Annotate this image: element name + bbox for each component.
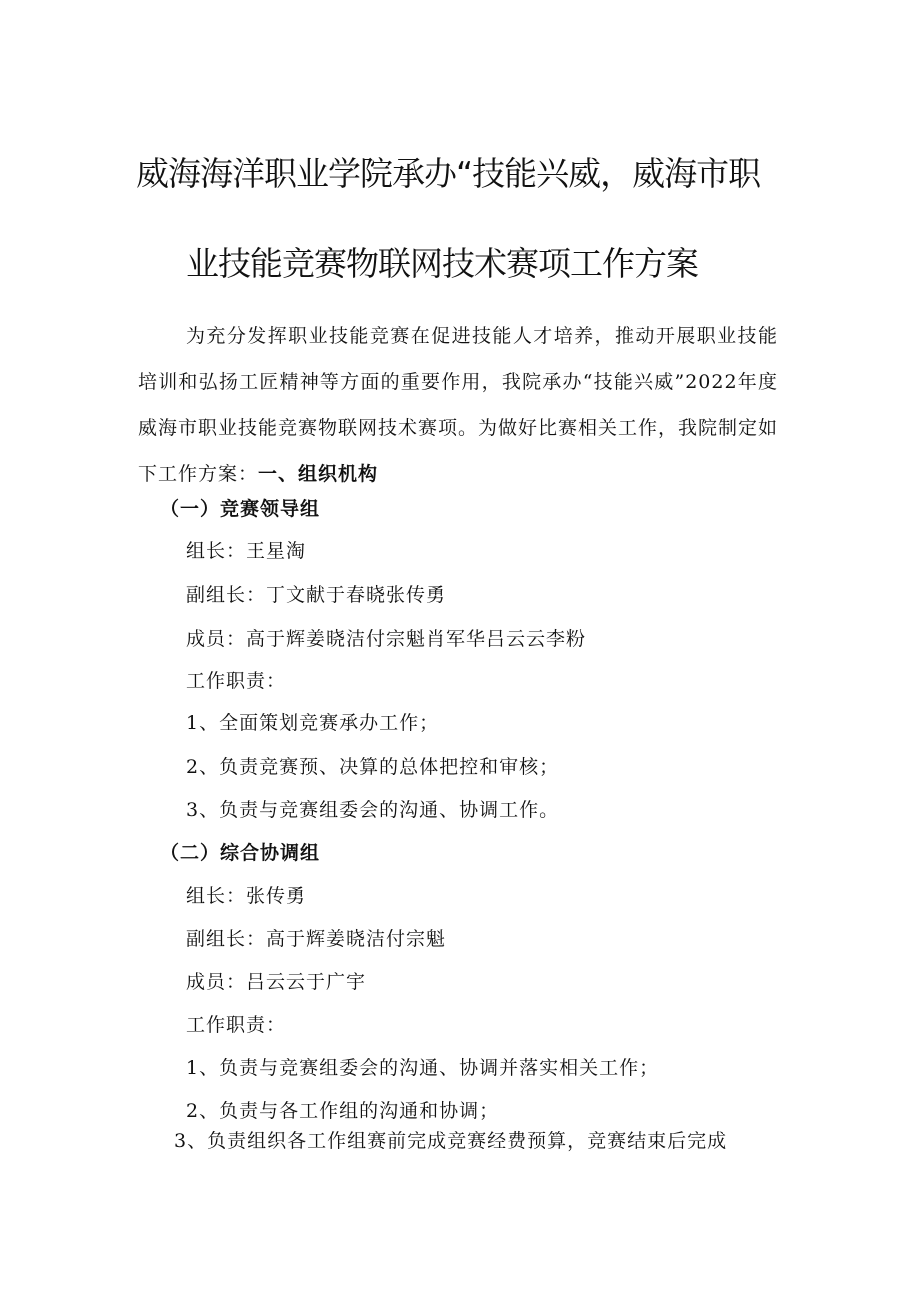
group-members: 成员：吕云云于广宇	[186, 971, 367, 993]
intro-text: 为充分发挥职业技能竞赛在促进技能人才培养，推动开展职业技能培训和弘扬工匠精神等方面的重要作用，我院承办“技能兴威”2022年度威海市职业技能竞赛物联网技术赛项。为做好比赛相关工作，我院制定如下工作方案：	[138, 325, 779, 485]
duty-item: 1、负责与竞赛组委会的沟通、协调并落实相关工作；	[186, 1057, 660, 1079]
group-duties-label: 工作职责：	[186, 670, 287, 692]
duty-item: 3、负责组织各工作组赛前完成竞赛经费预算，竞赛结束后完成	[174, 1130, 728, 1152]
group-leader: 组长：王星淘	[186, 540, 307, 562]
intro-paragraph	[138, 313, 778, 497]
document-title-line-1: 威海海洋职业学院承办“技能兴威，威海市职	[136, 154, 761, 193]
section-heading-organization: 一、组织机构	[258, 463, 379, 485]
group-duties-label: 工作职责：	[186, 1014, 287, 1036]
group-heading-coordination: （二）综合协调组	[160, 842, 321, 864]
duty-item: 1、全面策划竞赛承办工作；	[186, 712, 440, 734]
duty-item: 3、负责与竞赛组委会的沟通、协调工作。	[186, 799, 560, 821]
document-title-line-2: 业技能竞赛物联网技术赛项工作方案	[186, 244, 698, 283]
group-members: 成员：高于辉姜晓洁付宗魁肖军华吕云云李粉	[186, 628, 587, 650]
group-deputy-leaders: 副组长：丁文献于春晓张传勇	[186, 584, 447, 606]
duty-item: 2、负责与各工作组的沟通和协调；	[186, 1100, 500, 1122]
group-deputy-leaders: 副组长：高于辉姜晓洁付宗魁	[186, 928, 447, 950]
group-leader: 组长：张传勇	[186, 885, 307, 907]
duty-item: 2、负责竞赛预、决算的总体把控和审核；	[186, 756, 560, 778]
group-heading-leadership: （一）竞赛领导组	[160, 498, 321, 520]
